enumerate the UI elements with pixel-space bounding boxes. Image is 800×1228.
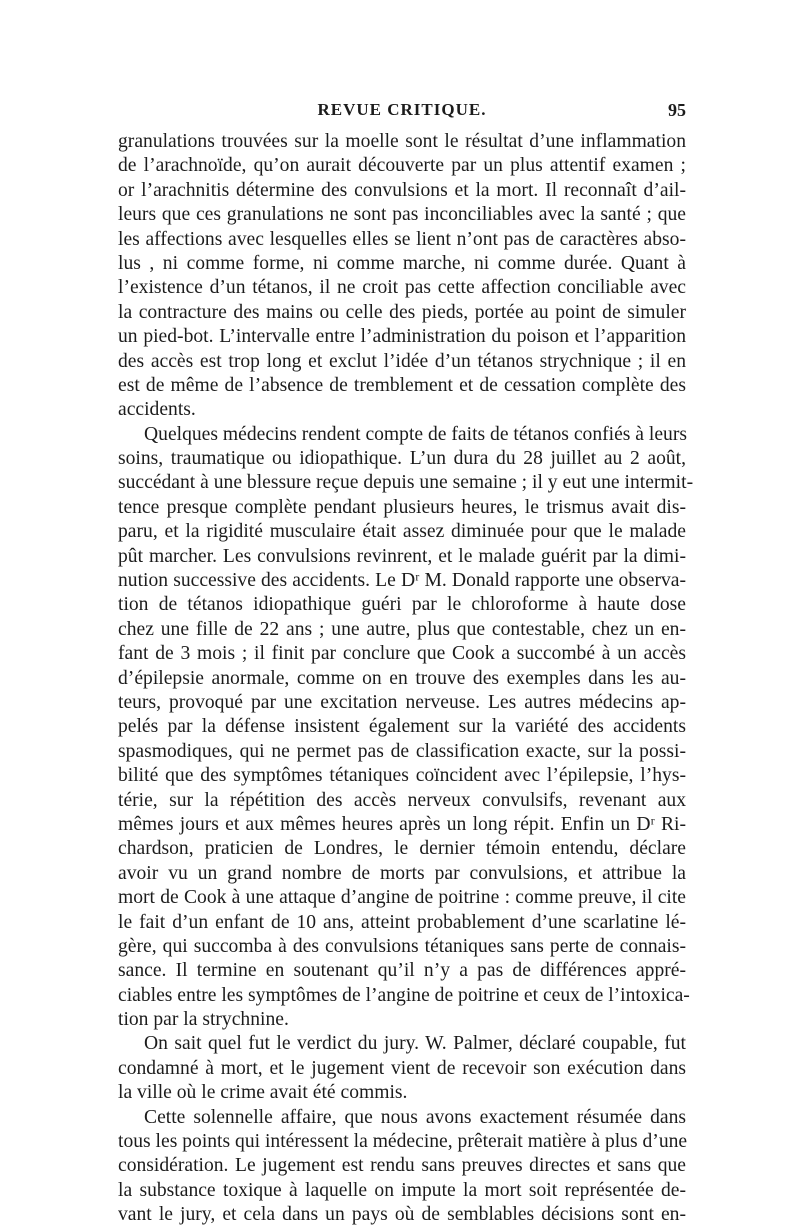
text-line: Quelques médecins rendent compte de faits de tétanos confiés à leurs [144,423,687,445]
text-line: teurs, provoqué par une excitation nerveuse. Les autres médecins ap- [118,691,686,713]
text-line: de l’arachnoïde, qu’on aurait découverte par un plus attentif examen ; [118,155,686,177]
text-line: ciables entre les symptômes de l’angine de poitrine et ceux de l’intoxica- [118,984,690,1006]
text-line: sance. Il termine en soutenant qu’il n’y a pas de différences appré- [118,960,686,982]
page-header [118,100,686,126]
text-line: lus , ni comme forme, ni comme marche, ni comme durée. Quant à [118,252,686,274]
text-line: fant de 3 mois ; il finit par conclure que Cook a succombé à un accès [118,643,686,665]
text-line: mort de Cook à une attaque d’angine de poitrine : comme preuve, il cite [118,887,686,909]
text-line: nution successive des accidents. Le Dʳ M. Donald rapporte une observa- [118,570,686,592]
text-line: On sait quel fut le verdict du jury. W. Palmer, déclaré coupable, fut [144,1033,686,1055]
text-line: la contracture des mains ou celle des pieds, portée au point de simuler [118,301,686,323]
text-line: la ville où le crime avait été commis. [118,1082,408,1104]
text-line: succédant à une blessure reçue depuis une semaine ; il y eut une intermit- [118,472,694,494]
text-line: leurs que ces granulations ne sont pas inconciliables avec la santé ; que [118,204,686,226]
text-line: les affections avec lesquelles elles se lient n’ont pas de caractères abso- [118,228,686,250]
text-line: bilité que des symptômes tétaniques coïncident avec l’épilepsie, l’hys- [118,765,686,787]
text-line: tion de tétanos idiopathique guéri par le chloroforme à haute dose [118,594,686,616]
text-line: l’existence d’un tétanos, il ne croit pas cette affection conciliable avec [118,277,686,299]
text-line: or l’arachnitis détermine des convulsions et la mort. Il reconnaît d’ail- [118,179,686,201]
text-line: térie, sur la répétition des accès nerveux convulsifs, revenant aux [118,789,686,811]
text-line: granulations trouvées sur la moelle sont le résultat d’une inflammation [118,131,686,152]
text-line: pût marcher. Les convulsions revinrent, et le malade guérit par la dimi- [118,545,686,567]
text-line: tous les points qui intéressent la médecine, prêterait matière à plus d’une [118,1131,688,1153]
text-line: accidents. [118,399,196,421]
text-line: tence presque complète pendant plusieurs heures, le trismus avait dis- [118,496,686,518]
text-line: gère, qui succomba à des convulsions tétaniques sans perte de connais- [118,935,686,957]
text-line: Cette solennelle affaire, que nous avons exactement résumée dans [144,1106,686,1128]
text-line: paru, et la rigidité musculaire était assez diminuée pour que le malade [118,521,686,543]
text-line: est de même de l’absence de tremblement et de cessation complète des [118,374,686,396]
text-line: considération. Le jugement est rendu sans preuves directes et sans que [118,1155,686,1177]
text-line: la substance toxique à laquelle on impute la mort soit représentée de- [118,1179,686,1201]
text-line: chez une fille de 22 ans ; une autre, plus que contestable, chez un en- [118,618,686,640]
text-line: pelés par la défense insistent également sur la variété des accidents [118,716,686,738]
text-line: vant le jury, et cela dans un pays où de semblables décisions sont en- [118,1204,686,1226]
body-text [118,130,694,1228]
page-number: 95 [668,100,686,120]
text-line: condamné à mort, et le jugement vient de recevoir son exécution dans [118,1057,686,1079]
text-line: des accès est trop long et exclut l’idée d’un tétanos strychnique ; il en [118,350,686,372]
text-line: d’épilepsie anormale, comme on en trouve des exemples dans les au- [118,667,686,689]
text-line: spasmodiques, qui ne permet pas de classification exacte, sur la possi- [118,740,686,762]
running-title: REVUE CRITIQUE. [317,100,487,119]
text-line: chardson, praticien de Londres, le dernier témoin entendu, déclare [118,838,686,860]
text-line: soins, traumatique ou idiopathique. L’un dura du 28 juillet au 2 août, [118,448,686,470]
text-line: un pied-bot. L’intervalle entre l’administration du poison et l’apparition [118,326,686,348]
text-line: mêmes jours et aux mêmes heures après un long répit. Enfin un Dʳ Ri- [118,813,686,835]
text-line: le fait d’un enfant de 10 ans, atteint probablement d’une scarlatine lé- [118,911,686,933]
text-line: avoir vu un grand nombre de morts par convulsions, et attribue la [118,862,686,884]
text-line: tion par la strychnine. [118,1009,289,1031]
